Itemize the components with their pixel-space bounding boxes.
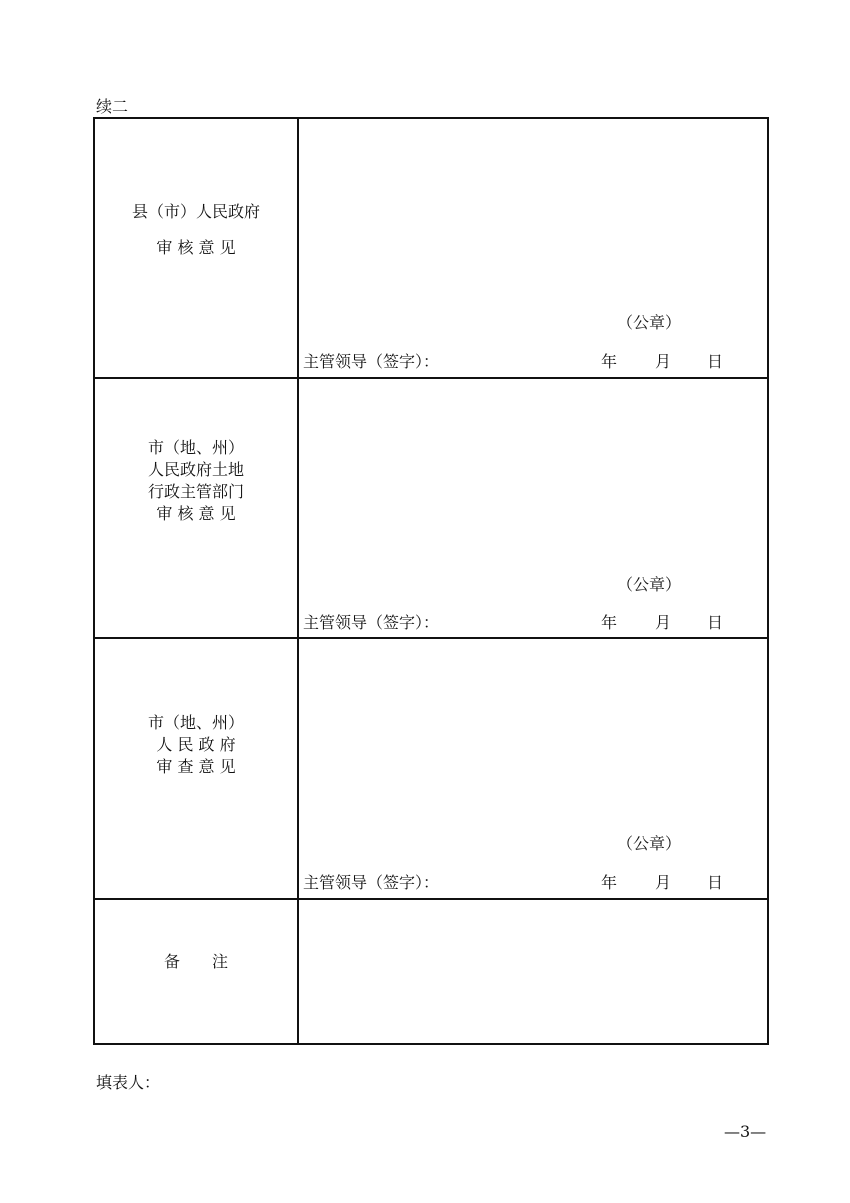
official-seal-label: （公章） <box>617 313 682 332</box>
column-divider <box>297 379 299 637</box>
prefecture-government-review-row <box>95 637 767 898</box>
approval-form-table <box>93 117 769 1045</box>
label-line: 人 民 政 府 <box>156 734 236 754</box>
supervisor-signature-label: 主管领导（签字）： <box>303 873 440 892</box>
supervisor-signature-label: 主管领导（签字）： <box>303 352 440 371</box>
column-divider <box>297 900 299 1043</box>
label-line: 县（市）人民政府 <box>131 202 260 221</box>
date-day-label: 日 <box>707 613 724 632</box>
label-line: 备 注 <box>163 951 228 971</box>
official-seal-label: （公章） <box>617 834 682 853</box>
land-department-label-cell <box>95 379 297 583</box>
page-number: —3— <box>724 1122 767 1141</box>
date-year-label: 年 <box>601 873 618 892</box>
date-month-label: 月 <box>655 873 672 892</box>
page-continuation-label: 续二 <box>96 97 129 116</box>
label-line: 人民政府土地 <box>147 460 244 479</box>
label-line: 市（地、州） <box>147 712 244 732</box>
date-year-label: 年 <box>601 352 618 371</box>
column-divider <box>297 119 299 377</box>
county-government-review-row <box>95 119 767 377</box>
date-year-label: 年 <box>601 613 618 632</box>
label-line: 审 核 意 见 <box>156 238 236 257</box>
date-month-label: 月 <box>655 352 672 371</box>
label-line: 审 查 意 见 <box>156 756 236 776</box>
supervisor-signature-label: 主管领导（签字）： <box>303 613 440 632</box>
label-line: 审 核 意 见 <box>156 504 236 523</box>
prefecture-review-label-cell <box>95 639 297 850</box>
remarks-label-cell <box>95 900 297 1023</box>
land-department-review-row <box>95 377 767 637</box>
official-seal-label: （公章） <box>617 575 682 594</box>
date-day-label: 日 <box>707 873 724 892</box>
remarks-row <box>95 898 767 1043</box>
date-month-label: 月 <box>655 613 672 632</box>
column-divider <box>297 639 299 898</box>
county-review-label-cell <box>95 119 297 341</box>
form-filler-label: 填表人： <box>96 1073 161 1092</box>
label-line: 行政主管部门 <box>147 482 244 501</box>
label-line: 市（地、州） <box>147 438 244 457</box>
date-day-label: 日 <box>707 352 724 371</box>
